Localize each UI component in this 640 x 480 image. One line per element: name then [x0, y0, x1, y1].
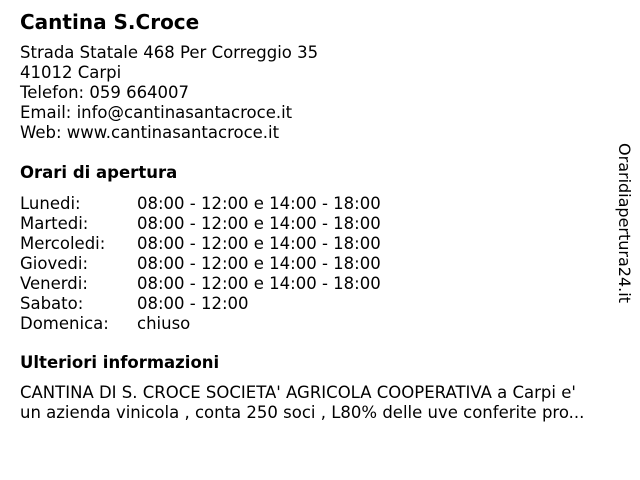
more-info-heading: Ulteriori informazioni [20, 353, 220, 372]
business-title: Cantina S.Croce [20, 10, 200, 34]
city: 41012 Carpi [20, 63, 122, 82]
hours-row [20, 314, 381, 334]
opening-hours-heading: Orari di apertura [20, 163, 178, 182]
hours-row [20, 194, 381, 214]
hours-value: 08:00 - 12:00 e 14:00 - 18:00 [137, 214, 381, 233]
day-label: Sabato: [20, 294, 84, 313]
more-info-text [20, 383, 630, 423]
hours-value: 08:00 - 12:00 e 14:00 - 18:00 [137, 254, 381, 273]
more-info-line: un azienda vinicola , conta 250 soci , L80% delle uve conferite pro... [20, 403, 585, 422]
hours-value: chiuso [137, 314, 191, 333]
hours-value: 08:00 - 12:00 e 14:00 - 18:00 [137, 234, 381, 253]
more-info-line: CANTINA DI S. CROCE SOCIETA' AGRICOLA COOPERATIVA a Carpi e' [20, 383, 576, 402]
opening-hours-table [20, 194, 381, 334]
day-label: Venerdi: [20, 274, 88, 293]
hours-value: 08:00 - 12:00 e 14:00 - 18:00 [137, 274, 381, 293]
watermark [613, 136, 635, 311]
email: Email: info@cantinasantacroce.it [20, 103, 293, 122]
watermark-text: Oraridiapertura24.it [615, 143, 634, 303]
hours-row [20, 214, 381, 234]
day-label: Domenica: [20, 314, 109, 333]
hours-row [20, 254, 381, 274]
website: Web: www.cantinasantacroce.it [20, 123, 280, 142]
address-block [20, 43, 318, 143]
hours-row [20, 234, 381, 254]
day-label: Lunedi: [20, 194, 81, 213]
phone: Telefon: 059 664007 [20, 83, 190, 102]
hours-row [20, 294, 381, 314]
day-label: Giovedi: [20, 254, 88, 273]
day-label: Martedi: [20, 214, 89, 233]
hours-value: 08:00 - 12:00 e 14:00 - 18:00 [137, 194, 381, 213]
day-label: Mercoledi: [20, 234, 106, 253]
street-address: Strada Statale 468 Per Correggio 35 [20, 43, 319, 62]
hours-value: 08:00 - 12:00 [137, 294, 249, 313]
hours-row [20, 274, 381, 294]
